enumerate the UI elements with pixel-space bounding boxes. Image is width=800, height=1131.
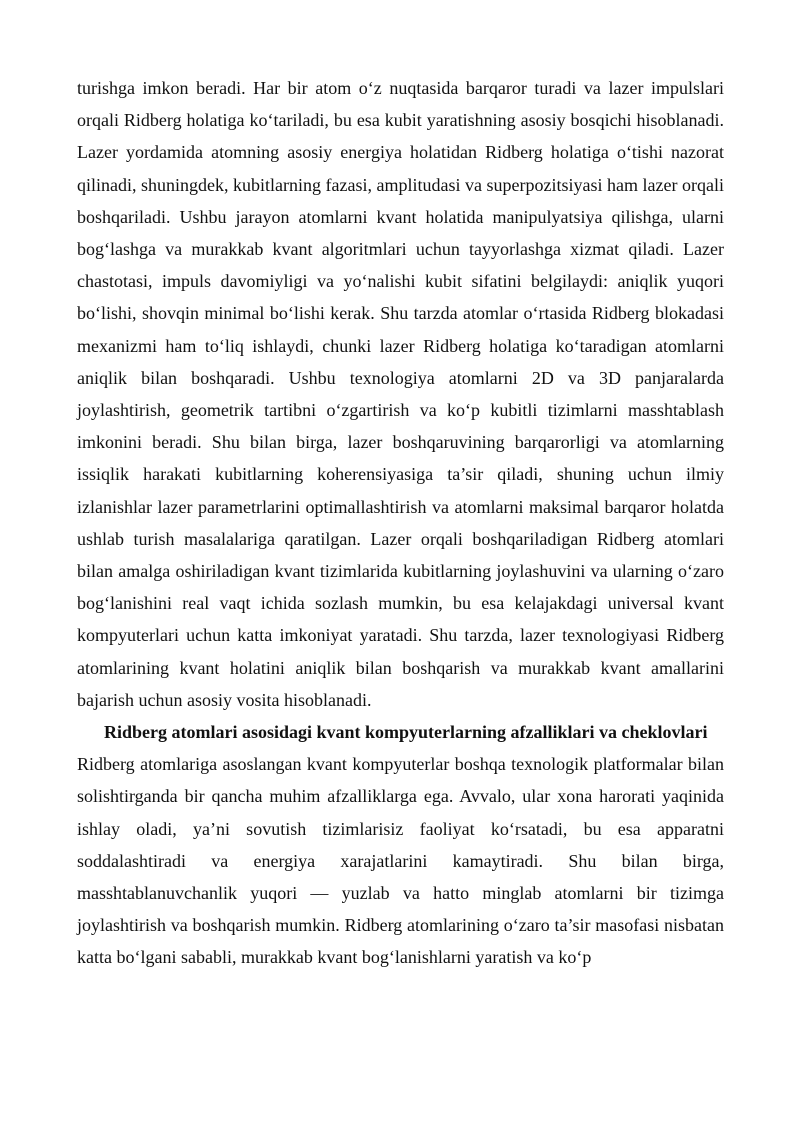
body-paragraph: Ridberg atomlariga asoslangan kvant kompyuterlar boshqa texnologik platformalar bilan solishtirganda bir qancha muhim afzalliklarga ega. Avvalo, ular xona harorati yaqinida ishlay oladi, ya’ni sovutish tizimlarisiz faoliyat ko‘rsatadi, bu esa apparatni soddalashtiradi va energiya xarajatlarini kamaytiradi. Shu bilan birga, masshtablanuvchanlik yuqori — yuzlab va hatto minglab atomlarni bir tizimga joylashtirish va boshqarish mumkin. Ridberg atomlarining o‘zaro ta’sir masofasi nisbatan katta bo‘lgani sababli, murakkab kvant bog‘lanishlarni yaratish va ko‘p bbox=[77, 754, 724, 968]
section-heading: Ridberg atomlari asosidagi kvant kompyuterlarning afzalliklari va cheklovlari bbox=[104, 722, 708, 743]
document-page bbox=[77, 72, 724, 974]
body-paragraph: turishga imkon beradi. Har bir atom o‘z nuqtasida barqaror turadi va lazer impulslari orqali Ridberg holatiga ko‘tariladi, bu esa kubit yaratishning asosiy bosqichi hisoblanadi. Lazer yordamida atomning asosiy energiya holatidan Ridberg holatiga o‘tishi nazorat qilinadi, shuningdek, kubitlarning fazasi, amplitudasi va superpozitsiyasi ham lazer orqali boshqariladi. Ushbu jarayon atomlarni kvant holatida manipulyatsiya qilishga, ularni bog‘lashga va murakkab kvant algoritmlari uchun tayyorlashga xizmat qiladi. Lazer chastotasi, impuls davomiyligi va yo‘nalishi kubit sifatini belgilaydi: aniqlik yuqori bo‘lishi, shovqin minimal bo‘lishi kerak. Shu tarzda atomlar o‘rtasida Ridberg blokadasi mexanizmi ham to‘liq ishlaydi, chunki lazer Ridberg holatiga ko‘taradigan atomlarni aniqlik bilan boshqaradi. Ushbu texnologiya atomlarni 2D va 3D panjaralarda joylashtirish, geometrik tartibni o‘zgartirish va ko‘p kubitli tizimlarni masshtablash imkonini beradi. Shu bilan birga, lazer boshqaruvining barqarorligi va atomlarning issiqlik harakati kubitlarning koherensiyasiga ta’sir qiladi, shuning uchun ilmiy izlanishlar lazer parametrlarini optimallashtirish va atomlarni maksimal barqaror holatda ushlab turish masalalariga qaratilgan. Lazer orqali boshqariladigan Ridberg atomlari bilan amalga oshiriladigan kvant tizimlarida kubitlarning joylashuvini va ularning o‘zaro bog‘lanishini real vaqt ichida sozlash mumkin, bu esa kelajakdagi universal kvant kompyuterlari uchun katta imkoniyat yaratadi. Shu tarzda, lazer texnologiyasi Ridberg atomlarining kvant holatini aniqlik bilan boshqarish va murakkab kvant amallarini bajarish uchun asosiy vosita hisoblanadi. bbox=[77, 78, 724, 710]
